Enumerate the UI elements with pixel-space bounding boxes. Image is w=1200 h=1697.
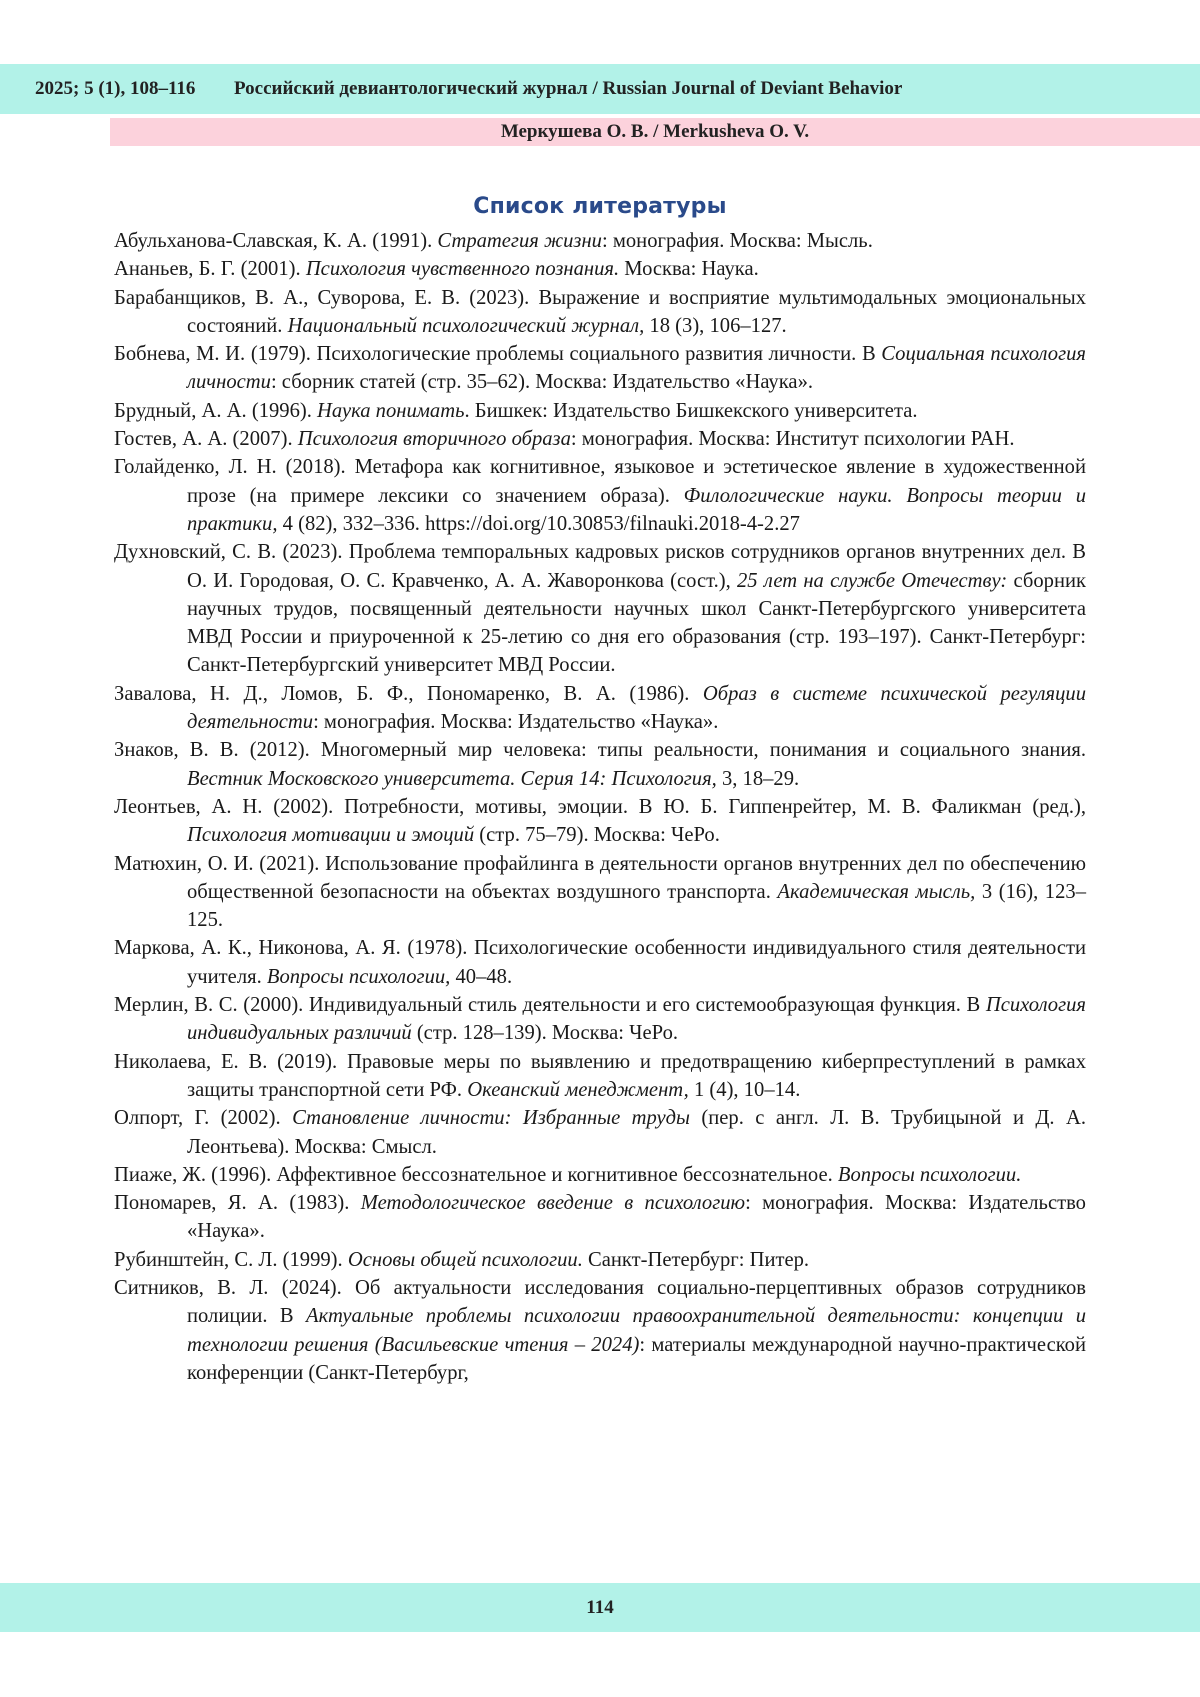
reference-item: Пиаже, Ж. (1996). Аффективное бессознательное и когнитивное бессознательное. Вопросы психологии. bbox=[114, 1163, 1022, 1186]
reference-item: Мерлин, В. С. (2000). Индивидуальный стиль деятельности и его системообразующая функция. В Психология индивидуальных различий (стр. 128–139). Москва: ЧеРо. bbox=[114, 994, 1086, 1045]
reference-item: Гостев, А. А. (2007). Психология вторичного образа: монография. Москва: Институт психологии РАН. bbox=[114, 428, 1015, 451]
page-number: 114 bbox=[586, 1596, 614, 1618]
reference-item: Николаева, Е. В. (2019). Правовые меры по выявлению и предотвращению киберпреступлений в рамках защиты транспортной сети РФ. Океанский менеджмент, 1 (4), 10–14. bbox=[114, 1050, 1086, 1101]
reference-item: Духновский, С. В. (2023). Проблема темпоральных кадровых рисков сотрудников органов внутренних дел. В О. И. Городовая, О. С. Кравченко, А. А. Жаворонкова (сост.), 25 лет на службе Отечеству: сборник научных трудов, посвященный деятельности научных школ Санкт-Петербургского университета МВД России и приуроченной к 25-летию со дня его образования (стр. 193–197). Санкт-Петербург: Санкт-Петербургский университет МВД России. bbox=[114, 541, 1086, 677]
author-running-head: Меркушева О. В. / Merkusheva O. V. bbox=[500, 121, 810, 142]
reference-item: Ананьев, Б. Г. (2001). Психология чувственного познания. Москва: Наука. bbox=[114, 258, 759, 281]
reference-item: Рубинштейн, С. Л. (1999). Основы общей психологии. Санкт-Петербург: Питер. bbox=[114, 1248, 810, 1271]
reference-item: Маркова, А. К., Никонова, А. Я. (1978). Психологические особенности индивидуального стиля деятельности учителя. Вопросы психологии, 40–48. bbox=[114, 937, 1086, 988]
reference-item: Леонтьев, А. Н. (2002). Потребности, мотивы, эмоции. В Ю. Б. Гиппенрейтер, М. В. Фаликман (ред.), Психология мотивации и эмоций (стр. 75–79). Москва: ЧеРо. bbox=[114, 795, 1086, 847]
journal-title: Российский девиантологический журнал / Russian Journal of Deviant Behavior bbox=[234, 78, 903, 99]
reference-item: Брудный, А. А. (1996). Наука понимать. Бишкек: Издательство Бишкекского университета. bbox=[114, 399, 918, 422]
author-header-band bbox=[110, 118, 1200, 146]
reference-item: Барабанщиков, В. А., Суворова, Е. В. (2023). Выражение и восприятие мультимодальных эмоциональных состояний. Национальный психологический журнал, 18 (3), 106–127. bbox=[114, 286, 1086, 337]
page-footer-band bbox=[0, 1583, 1200, 1632]
reference-item: Бобнева, М. И. (1979). Психологические проблемы социального развития личности. В Социальная психология личности: сборник статей (стр. 35–62). Москва: Издательство «Наука». bbox=[114, 343, 1086, 394]
reference-item: Абульханова-Славская, К. А. (1991). Стратегия жизни: монография. Москва: Мысль. bbox=[114, 230, 873, 252]
journal-header-band bbox=[0, 64, 1200, 114]
reference-item: Пономарев, Я. А. (1983). Методологическое введение в психологию: монография. Москва: Издательство «Наука». bbox=[114, 1192, 1086, 1243]
issue-info: 2025; 5 (1), 108–116 bbox=[35, 78, 196, 99]
reference-list bbox=[114, 227, 1086, 1387]
reference-item: Знаков, В. В. (2012). Многомерный мир человека: типы реальности, понимания и социального знания. Вестник Московского университета. Серия 14: Психология, 3, 18–29. bbox=[114, 739, 1086, 790]
reference-item: Голайденко, Л. Н. (2018). Метафора как когнитивное, языковое и эстетическое явление в художественной прозе (на примере лексики со значением образа). Филологические науки. Вопросы теории и практики, 4 (82), 332–336. https://doi.org/10.30853/filnauki.2018-4-2.27 bbox=[114, 456, 1086, 535]
reference-item: Матюхин, О. И. (2021). Использование профайлинга в деятельности органов внутренних дел по обеспечению общественной безопасности на объектах воздушного транспорта. Академическая мысль, 3 (16), 123–125. bbox=[114, 852, 1086, 932]
reference-item: Олпорт, Г. (2002). Становление личности: Избранные труды (пер. с англ. Л. В. Трубицыной и Д. А. Леонтьева). Москва: Смысл. bbox=[114, 1107, 1086, 1158]
reference-item: Ситников, В. Л. (2024). Об актуальности исследования социально-перцептивных образов сотрудников полиции. В Актуальные проблемы психологии правоохранительной деятельности: концепции и технологии решения (Васильевские чтения – 2024): материалы международной научно-практической конференции (Санкт-Петербург, bbox=[114, 1276, 1087, 1384]
reference-item: Завалова, Н. Д., Ломов, Б. Ф., Пономаренко, В. А. (1986). Образ в системе психической регуляции деятельности: монография. Москва: Издательство «Наука». bbox=[114, 682, 1086, 734]
section-title: Список литературы bbox=[473, 194, 727, 219]
